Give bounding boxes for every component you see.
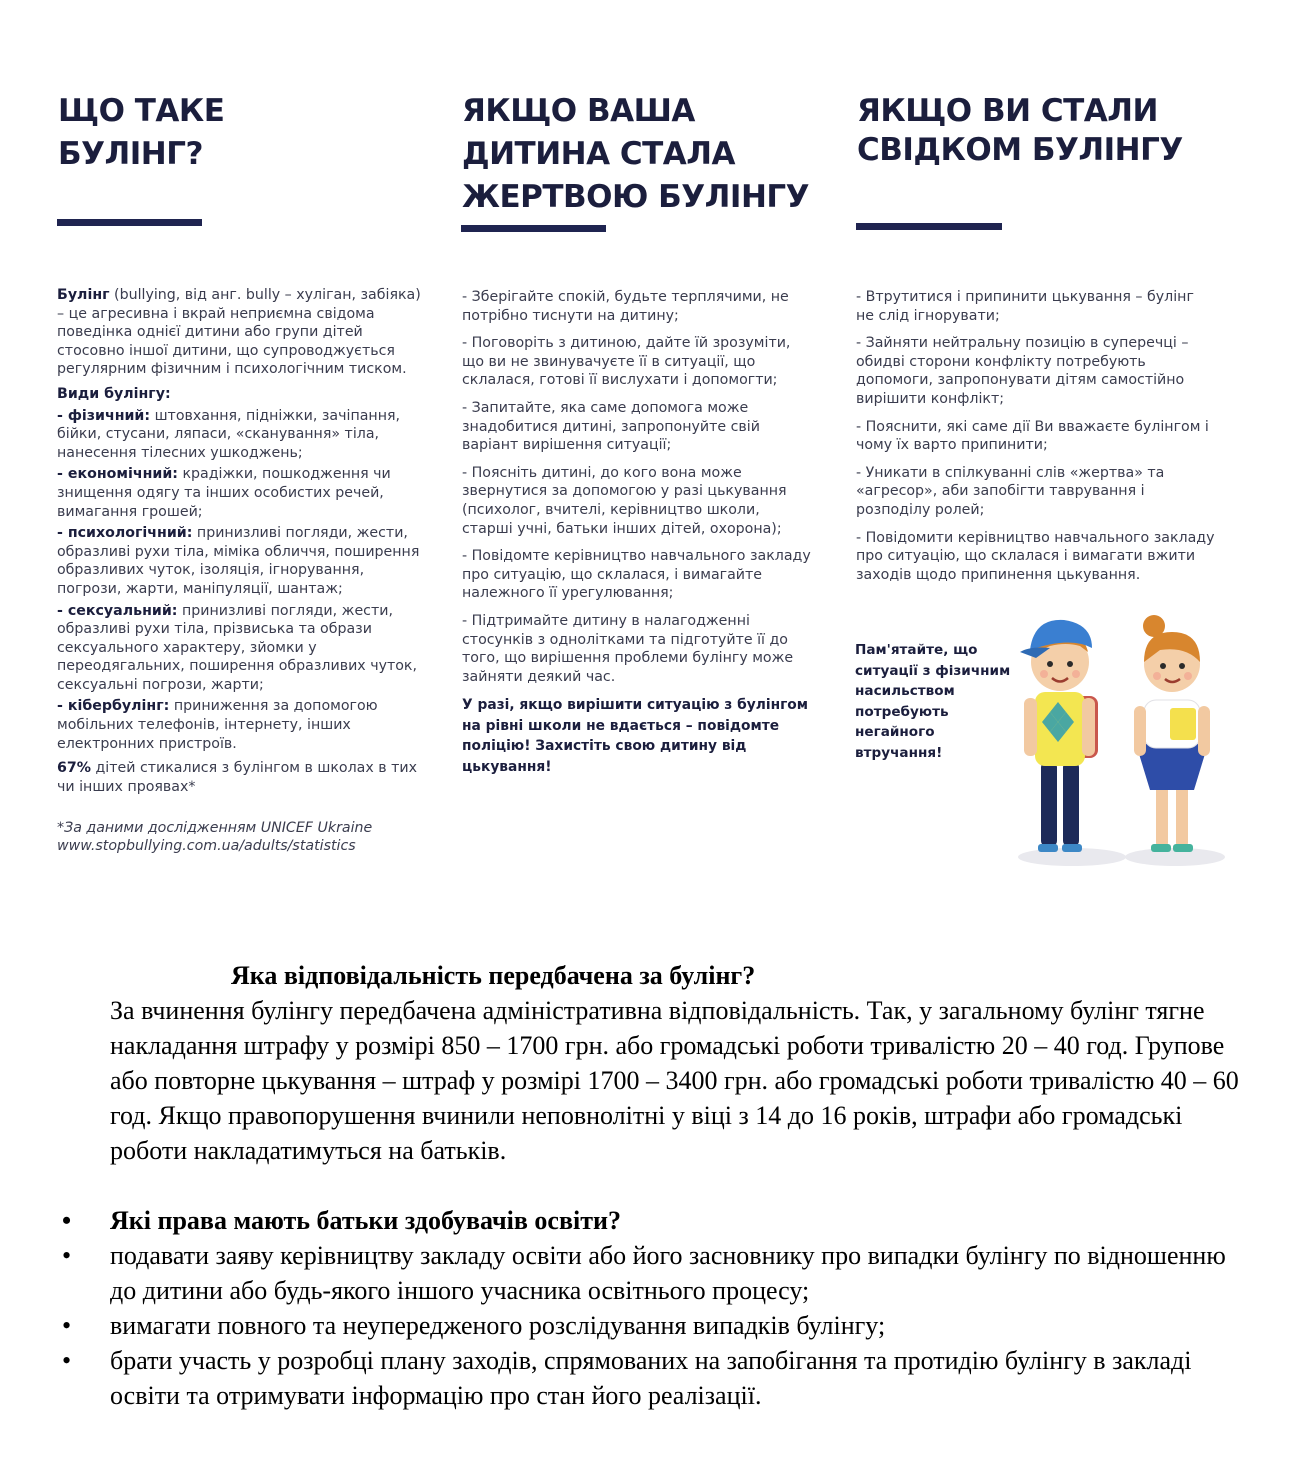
stat-text: дітей стикалися з булінгом в школах в тих чи інших проявах* xyxy=(57,760,417,795)
list-item: • Які права мають батьки здобувачів освіти? xyxy=(0,1203,1250,1238)
definition-term: Булінг xyxy=(57,287,110,303)
col1-heading xyxy=(58,90,388,176)
advice-item: - Підтримайте дитину в налагодженні стосунків з однолітками та підготуйте її до того, що вирішення проблеми булінгу може зайняти деякий час. xyxy=(462,612,794,685)
type-item: - кібербулінг: приниження за допомогою мобільних телефонів, інтернету, інших електронних пристроїв. xyxy=(57,698,378,752)
type-item: - сексуальний: принизливі погляди, жести, образливі рухи тіла, прізвиська та образи сексуального характеру, зйомки у переодягальних, поширення образливих чуток, сексуальні погрози, жарти; xyxy=(57,602,417,693)
type-item: - психологічний: принизливі погляди, жести, образливі рухи тіла, міміка обличчя, поширення образливих чуток, ізоляція, ігнорування, погрози, жарти, маніпуляції, шантаж; xyxy=(57,525,420,597)
type-item: - фізичний: штовхання, підніжки, зачіпання, бійки, стусани, ляпаси, «сканування» тіла, нанесення тілесних ушкоджень; xyxy=(57,407,401,461)
stat-value: 67% xyxy=(57,760,91,777)
col2-divider xyxy=(461,225,606,232)
col1-heading-line2: БУЛІНГ? xyxy=(58,136,203,172)
advice-item: - Поговоріть з дитиною, дайте їй зрозуміти, що ви не звинувачуєте її в ситуації, що склалася, готові її вислухати і допомогти; xyxy=(462,335,791,389)
witness-item: - Втрутитися і припинити цькування – булінг не слід ігнорувати; xyxy=(856,289,1194,324)
boy-figure xyxy=(1020,620,1098,852)
bullet-icon: • xyxy=(62,1346,72,1375)
col2-heading: ЯКЩО ВАША ДИТИНА СТАЛА ЖЕРТВОЮ БУЛІНГУ xyxy=(462,93,810,215)
bullet-icon: • xyxy=(62,1241,72,1270)
bullet-icon: • xyxy=(62,1206,72,1235)
type-item: - економічний: крадіжки, пошкодження чи знищення одягу та інших особистих речей, вимагання грошей; xyxy=(57,466,391,520)
source-url: www.stopbullying.com.ua/adults/statistics xyxy=(57,838,356,854)
responsibility-question: Яка відповідальність передбачена за булінг? xyxy=(231,961,756,990)
col1-heading-line1: ЩО ТАКЕ xyxy=(58,93,225,129)
responsibility-paragraph: За вчинення булінгу передбачена адміністративна відповідальність. Так, у загальному булінг тягне накладання штрафу у розмірі 850 – 1700 грн. або громадські роботи тривалістю 20 – 40 год. Групове або повторне цькування – штраф у розмірі 1700 – 3400 грн. або громадські роботи тривалістю 40 – 60 год. Якщо правопорушення вчинили неповнолітні у віці з 14 до 16 років, штрафи або громадські роботи накладатимуться на батьків. xyxy=(110,996,1239,1165)
advice-item: - Запитайте, яка саме допомога може знадобитися дитині, запропонуйте свій варіант вирішення ситуації; xyxy=(462,399,760,454)
police-note: У разі, якщо вирішити ситуацію з булінгом на рівні школи не вдається – повідомте поліцію! Захистіть свою дитину від цькування! xyxy=(462,697,809,776)
list-item: • вимагати повного та неупередженого розслідування випадків булінгу; xyxy=(0,1308,1250,1343)
list-item: • подавати заяву керівництву закладу освіти або його засновнику про випадки булінгу по відношенню до дитини або будь-якого іншого учасника освітнього процесу; xyxy=(0,1238,1250,1308)
parents-rights-list xyxy=(0,1203,1250,1413)
col1-body xyxy=(57,286,422,796)
statistic xyxy=(57,759,422,796)
children-illustration xyxy=(1010,612,1250,870)
witness-item: - Зайняти нейтральну позицію в суперечці – обидві сторони конфлікту потребують допомоги, запропонувати дітям самостійно вирішити конфлікт; xyxy=(856,335,1189,407)
col2-body xyxy=(462,288,812,787)
advice-item: - Повідомте керівництво навчального закладу про ситуацію, що склалася, і вимагайте належного її урегулювання; xyxy=(462,548,811,602)
col3-divider xyxy=(856,223,1002,230)
list-item: • брати участь у розробці плану заходів, спрямованих на запобігання та протидію булінгу в закладі освіти та отримувати інформацію про стан його реалізації. xyxy=(0,1343,1250,1413)
advice-item: - Поясніть дитині, до кого вона може звернутися за допомогою у разі цькування (психолог, вчителі, керівництво школи, старші учні, батьки інших дітей, охорона); xyxy=(462,464,787,537)
definition-text: (bullying, від анг. bully – хуліган, забіяка) – це агресивна і вкрай неприємна свідома поведінка однієї дитини або групи дітей стосовно іншої дитини, що супроводжується регулярним фізичним і психологічним тиском. xyxy=(57,287,421,378)
remember-note: Пам'ятайте, що ситуації з фізичним насильством потребують негайного втручання! xyxy=(855,642,1011,761)
col3-body xyxy=(856,288,1216,593)
witness-item: - Повідомити керівництво навчального закладу про ситуацію, що склалася і вимагати вжити заходів щодо припинення цькування. xyxy=(856,529,1215,583)
bullet-icon: • xyxy=(62,1311,72,1340)
advice-item: - Зберігайте спокій, будьте терплячими, не потрібно тиснути на дитину; xyxy=(462,289,789,324)
source-note: *За даними дослідженням UNICEF Ukraine www.stopbullying.com.ua/adults/statistics xyxy=(57,819,427,855)
witness-item: - Уникати в спілкуванні слів «жертва» та «агресор», аби запобігти таврування і розподілу ролей; xyxy=(856,464,1165,518)
col1-divider xyxy=(57,219,202,226)
girl-figure xyxy=(1134,615,1210,852)
types-title: Види булінгу: xyxy=(57,385,171,402)
definition xyxy=(57,286,422,379)
col3-heading: ЯКЩО ВИ СТАЛИ СВІДКОМ БУЛІНГУ xyxy=(857,93,1183,168)
witness-item: - Пояснити, які саме дії Ви вважаєте булінгом і чому їх варто припинити; xyxy=(856,418,1209,454)
